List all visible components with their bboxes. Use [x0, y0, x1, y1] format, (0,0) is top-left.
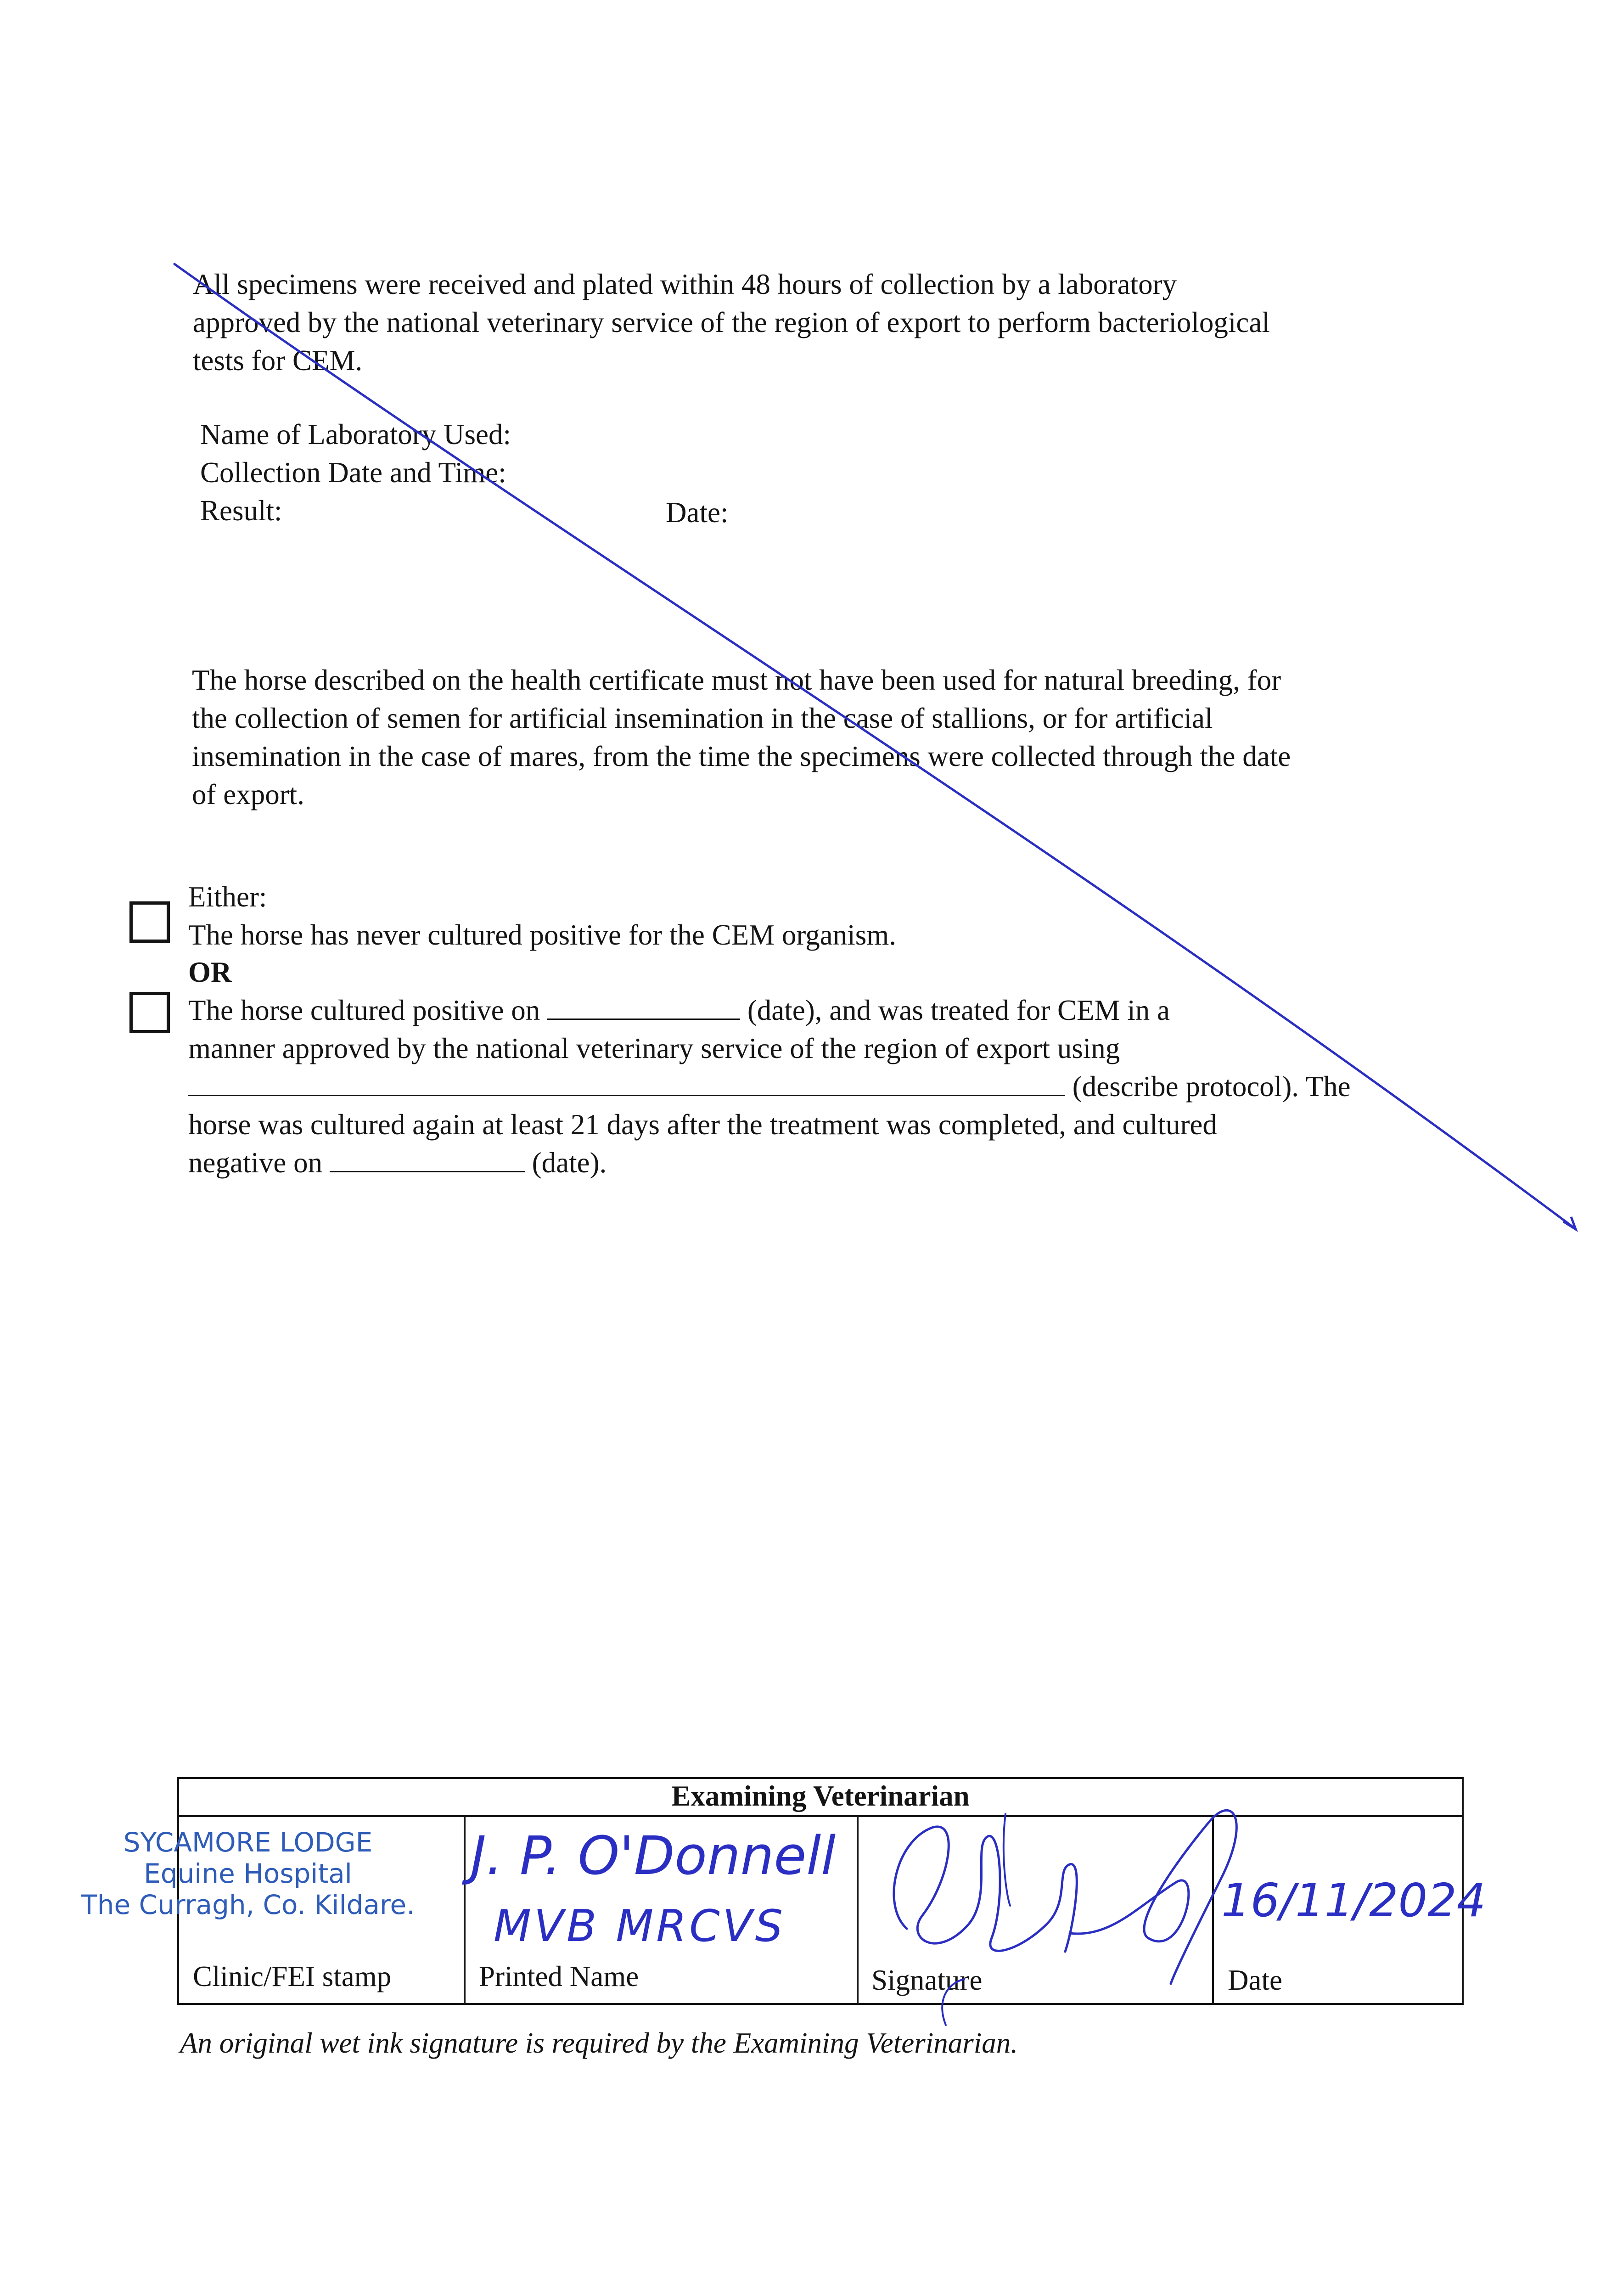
collection-date-label: Collection Date and Time:	[200, 456, 506, 489]
handwritten-name: J. P. O'Donnell	[471, 1825, 836, 1887]
or-label: OR	[188, 956, 232, 988]
option2-text-c: manner approved by the national veterinary service of the region of export using	[188, 1032, 1120, 1064]
clinic-stamp: SYCAMORE LODGE Equine Hospital The Curragh, Co. Kildare.	[81, 1827, 415, 1920]
table-header-divider	[177, 1815, 1464, 1817]
date-column-label: Date	[1228, 1964, 1282, 1996]
option2-text-a: The horse cultured positive on	[188, 994, 540, 1026]
either-label: Either:	[188, 881, 267, 913]
laboratory-label: Name of Laboratory Used:	[200, 418, 511, 450]
clinic-stamp-label: Clinic/FEI stamp	[193, 1960, 392, 1992]
option2-text-b: (date), and was treated for CEM in a	[747, 994, 1170, 1026]
printed-name-label: Printed Name	[479, 1960, 639, 1992]
option2-text-f: negative on	[188, 1147, 323, 1179]
date-label: Date:	[666, 496, 729, 529]
handwritten-signature	[854, 1786, 1267, 2043]
table-divider-1	[464, 1815, 466, 2005]
option2-text-e: horse was cultured again at least 21 days after the treatment was completed, and cultured	[188, 1109, 1217, 1141]
handwritten-credentials: MVB MRCVS	[494, 1901, 786, 1952]
signature-footnote: An original wet ink signature is required by the Examining Veterinarian.	[180, 2027, 1018, 2059]
handwritten-date: 16/11/2024	[1221, 1874, 1486, 1927]
specimens-paragraph: All specimens were received and plated within 48 hours of collection by a laboratory approved by the national veterinary service of the region of export to perform bacteriological tests for CEM.	[193, 268, 1270, 377]
result-label: Result:	[200, 495, 282, 527]
option-never-positive: The horse has never cultured positive for the CEM organism.	[188, 919, 896, 951]
option2-text-d: (describe protocol). The	[1072, 1070, 1351, 1103]
signature-label: Signature	[871, 1964, 983, 1996]
table-header: Examining Veterinarian	[671, 1780, 970, 1812]
option2-text-g: (date).	[532, 1147, 607, 1179]
breeding-paragraph: The horse described on the health certificate must not have been used for natural breeding, for the collection of semen for artificial insemination in the case of stallions, or for artificial insemination in the case of mares, from the time the specimens were collected through the date of export.	[192, 664, 1291, 810]
